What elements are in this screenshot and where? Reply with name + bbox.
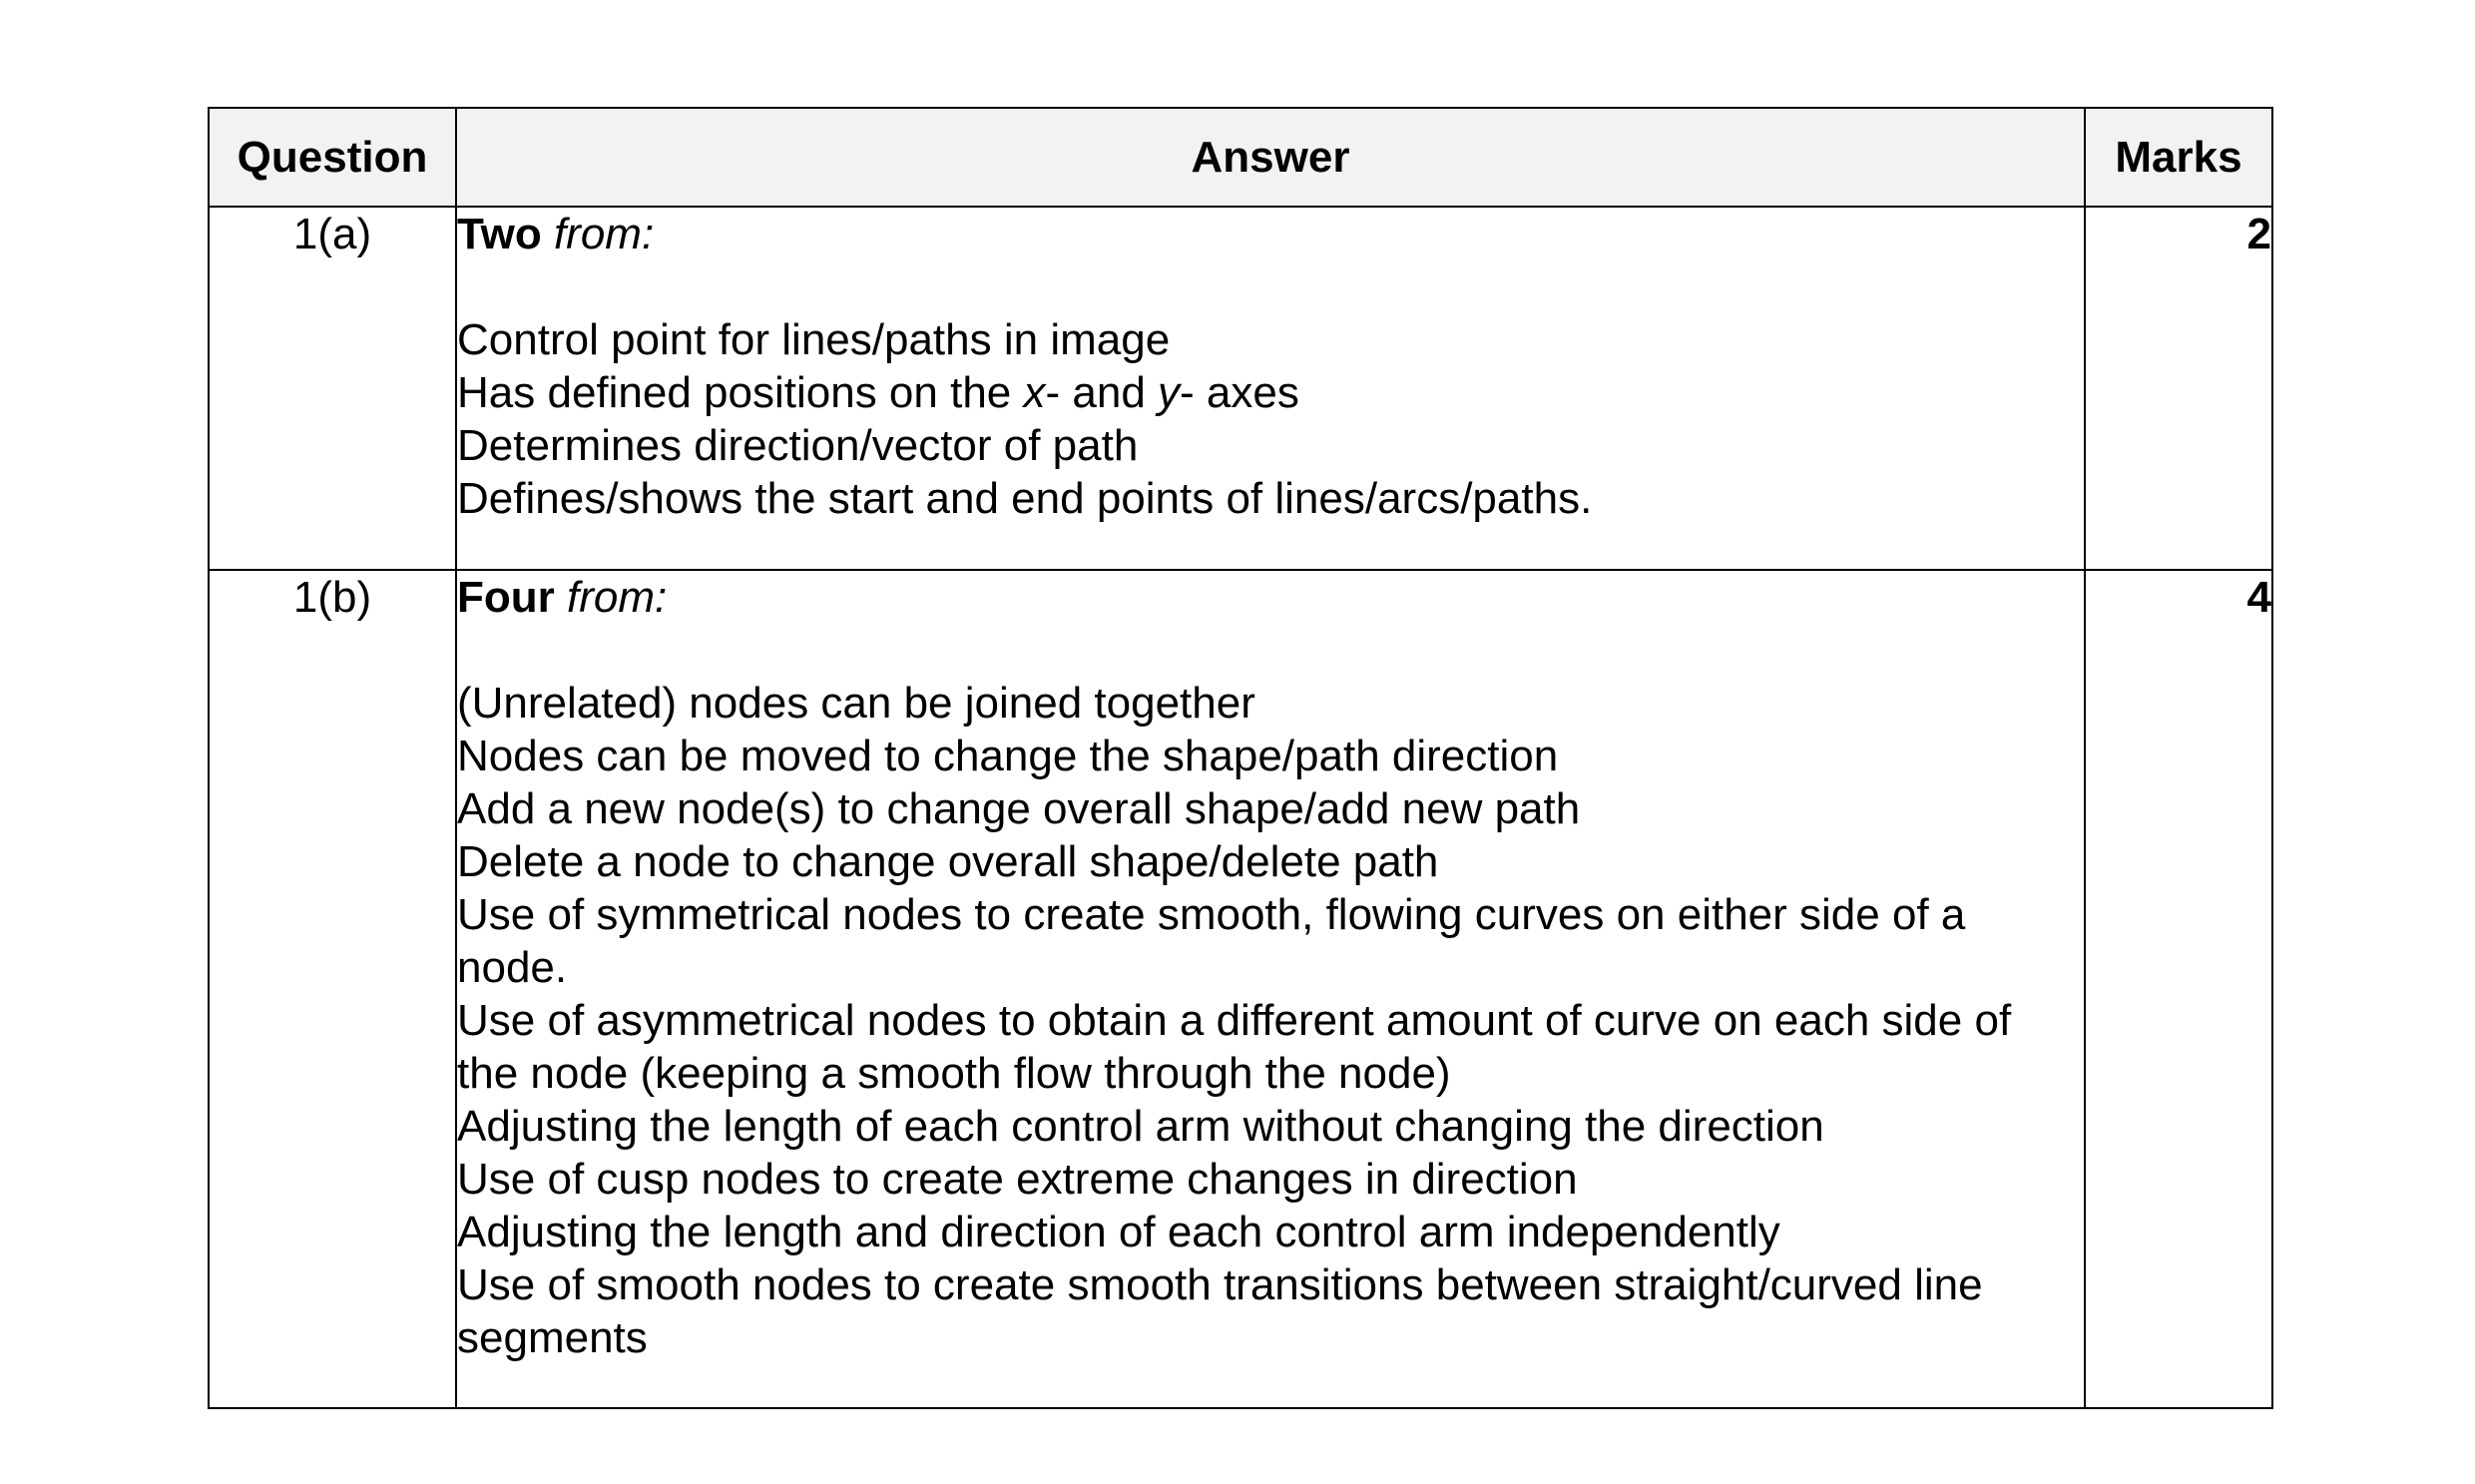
table-row (209, 207, 2272, 570)
answer-point: Control point for lines/paths in image (457, 315, 1171, 364)
axis-variable: y (1158, 368, 1181, 417)
table-row (209, 570, 2272, 1408)
answer-point: Has defined positions on the x- and y- axes (457, 368, 1299, 417)
header-row (209, 108, 2272, 207)
answer-cell (456, 570, 2085, 1408)
lead-from: from: (567, 573, 668, 622)
answer-point: (Unrelated) nodes can be joined together (457, 679, 1255, 728)
question-header: Question (209, 108, 456, 207)
marks-header: Marks (2085, 108, 2272, 207)
answer-point: Defines/shows the start and end points of lines/arcs/paths. (457, 474, 1593, 523)
axis-variable: x (1023, 368, 1046, 417)
answer-point: Use of asymmetrical nodes to obtain a different amount of curve on each side of the node (keeping a smooth flow through the node) (457, 996, 2012, 1098)
question-number: 1(b) (209, 570, 456, 1408)
answer-cell (456, 207, 2085, 570)
answer-point: Determines direction/vector of path (457, 421, 1139, 470)
answer-point: Use of symmetrical nodes to create smooth, flowing curves on either side of a node. (457, 890, 1966, 992)
answer-point: Delete a node to change overall shape/delete path (457, 837, 1439, 886)
lead-count: Four (457, 573, 555, 622)
answer-lead (457, 571, 2084, 624)
answer-point: Nodes can be moved to change the shape/path direction (457, 732, 1559, 780)
answer-header: Answer (456, 108, 2085, 207)
answer-lead (457, 208, 2084, 260)
marks-value: 2 (2085, 207, 2272, 570)
answer-point: Adjusting the length and direction of each control arm independently (457, 1208, 1780, 1256)
answer-point: Use of smooth nodes to create smooth transitions between straight/curved line segments (457, 1260, 1983, 1362)
answer-point: Adjusting the length of each control arm without changing the direction (457, 1102, 1824, 1151)
marks-value: 4 (2085, 570, 2272, 1408)
lead-count: Two (457, 210, 542, 258)
mark-scheme-table (208, 107, 2273, 1409)
lead-from: from: (553, 210, 655, 258)
answer-point: Use of cusp nodes to create extreme changes in direction (457, 1155, 1578, 1204)
question-number: 1(a) (209, 207, 456, 570)
answer-point: Add a new node(s) to change overall shape/add new path (457, 784, 1581, 833)
